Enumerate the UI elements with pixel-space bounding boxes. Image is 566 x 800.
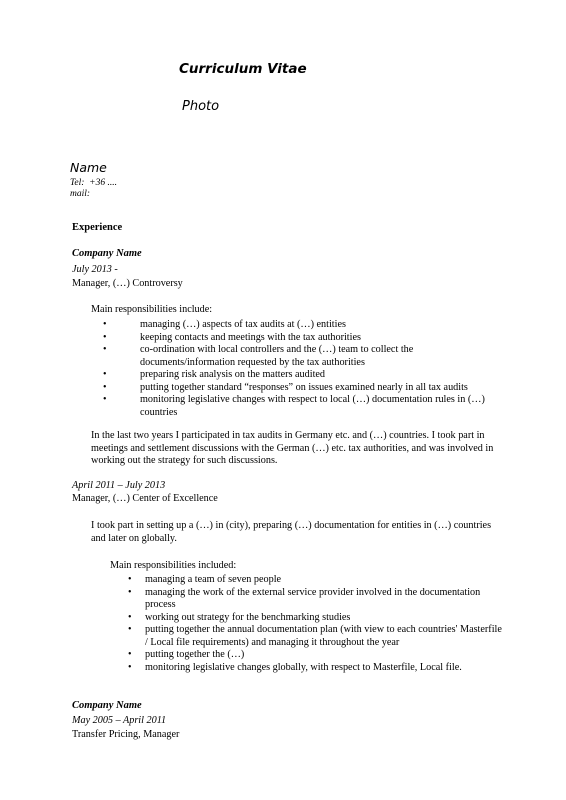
job2-dates: April 2011 – July 2013 [72, 480, 166, 491]
job2-responsibilities [128, 574, 505, 674]
list-item: • monitoring legislative changes with respect to local (…) documentation rules in (…) countries [103, 394, 485, 418]
list-item: • managing (…) aspects of tax audits at (…) entities [103, 319, 346, 330]
job3-company: Company Name [72, 700, 142, 711]
job2-role: Manager, (…) Center of Excellence [72, 493, 218, 504]
photo-placeholder: Photo [182, 99, 220, 114]
document-title: Curriculum Vitae [179, 61, 307, 77]
job2-paragraph: I took part in setting up a (…) in (city), preparing (…) documentation for entities in (…) countries and later on globally. [91, 520, 492, 544]
job1-company: Company Name [72, 248, 142, 259]
list-item: • working out strategy for the benchmarking studies [128, 611, 351, 623]
contact-mail: mail: [70, 189, 91, 199]
list-item: • preparing risk analysis on the matters audited [103, 369, 326, 380]
job2-resp-intro: Main responsibilities included: [110, 560, 237, 571]
list-item: • managing a team of seven people [128, 574, 282, 585]
list-item: • keeping contacts and meetings with the tax authorities [103, 331, 361, 343]
job3-role: Transfer Pricing, Manager [72, 729, 180, 740]
list-item: • putting together the (…) [128, 649, 245, 660]
list-item: • putting together the annual documentation plan (with view to each countries' Masterfile / Local file requirements) and managing it throughout the year [128, 624, 502, 648]
list-item: • managing the work of the external service provider involved in the documentation process [128, 586, 481, 610]
job1-dates: July 2013 - [72, 264, 118, 275]
contact-block [70, 178, 117, 200]
job3-dates: May 2005 – April 2011 [72, 715, 167, 726]
list-item: • monitoring legislative changes globally, with respect to Masterfile, Local file. [128, 661, 462, 673]
list-item: • putting together standard “responses” on issues examined nearly in all tax audits [103, 381, 468, 393]
contact-tel: Tel: +36 .... [70, 178, 117, 188]
candidate-name: Name [70, 160, 107, 175]
section-heading-experience: Experience [72, 222, 123, 233]
job1-paragraph: In the last two years I participated in tax audits in Germany etc. and (…) countries. I took part in meetings and settlement discussions with the German (…) etc. tax authorities, and was involved in working out the strategy for such discussions. [91, 430, 494, 466]
job1-responsibilities [103, 319, 495, 419]
list-item: • co-ordination with local controllers and the (…) team to collect the documents/information requested by the tax authorities [103, 344, 414, 368]
job1-resp-intro: Main responsibilities include: [91, 304, 213, 315]
job1-role: Manager, (…) Controversy [72, 278, 183, 289]
